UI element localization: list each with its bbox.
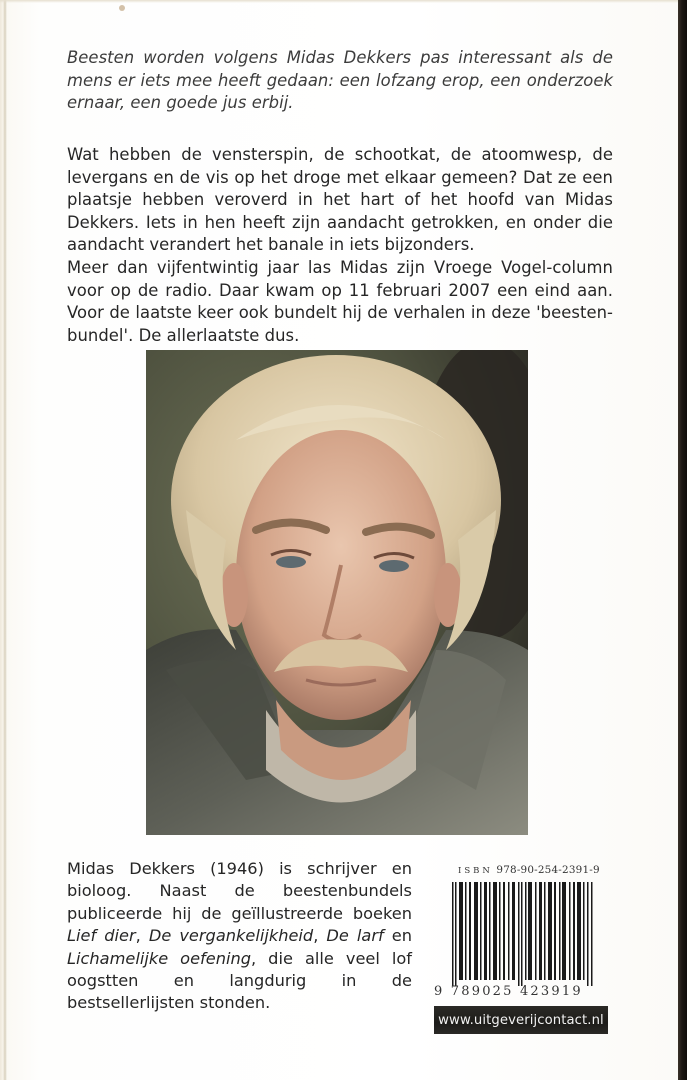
barcode (452, 882, 594, 986)
top-edge-wear (0, 0, 678, 3)
intro-text: Beesten worden volgens Midas Dekkers pas interessant als de mens er iets mee heeft gedaan: een lofzang erop, een onderzoek ernaar, een goede jus erbij. (67, 48, 613, 113)
isbn-label (458, 864, 598, 876)
book-title-de-larf: De larf (326, 926, 384, 946)
bio-separator: en (383, 926, 412, 946)
isbn-number: 978-90-254-2391-9 (496, 864, 600, 876)
description-paragraph-2: Meer dan vijfentwintig jaar las Midas zijn Vroege Vogel-column voor op de radio. Daar kwam op 11 februari 2007 een eind aan. Voor de laatste keer ook bundelt hij de verhalen in deze 'beesten-bundel'. De allerlaatste dus. (67, 257, 613, 345)
book-title-de-vergankelijkheid: De vergankelijkheid (148, 926, 314, 946)
bio-part-2: , die alle veel lof oogstten en langdurig in de bestsellerlijsten stonden. (67, 948, 412, 1013)
bio-separator: , (135, 926, 149, 946)
book-spine-edge (678, 0, 687, 1080)
barcode-digits: 9 789025 423919 (434, 984, 583, 999)
portrait-illustration (146, 350, 528, 835)
publisher-url (434, 1006, 608, 1034)
bio-text (67, 858, 412, 1015)
author-photo (146, 350, 528, 835)
barcode-bars-icon (452, 882, 594, 986)
bio-separator: , (313, 926, 327, 946)
author-bio (67, 858, 412, 1015)
paper-stain (119, 5, 125, 11)
bio-part-1: Midas Dekkers (1946) is schrijver en bioloog. Naast de beestenbundels publiceerde hij de geïllustreerde boeken (67, 859, 412, 923)
book-title-lief-dier: Lief dier (67, 926, 136, 946)
intro-blurb (67, 47, 613, 115)
book-title-lichamelijke-oefening: Lichamelijke oefening (67, 948, 251, 968)
publisher-url-text: www.uitgeverijcontact.nl (438, 1012, 604, 1028)
description-block (67, 144, 613, 347)
isbn-prefix: ISBN (458, 866, 493, 876)
description-paragraph-1: Wat hebben de vensterspin, de schootkat, de atoomwesp, de levergans en de vis op het droge met elkaar gemeen? Dat ze een plaatsje hebben veroverd in het hart of het hoofd van Midas Dekkers. Iets in hen heeft zijn aandacht getrokken, en onder die aandacht verandert het banale in iets bijzonders. (67, 145, 613, 255)
